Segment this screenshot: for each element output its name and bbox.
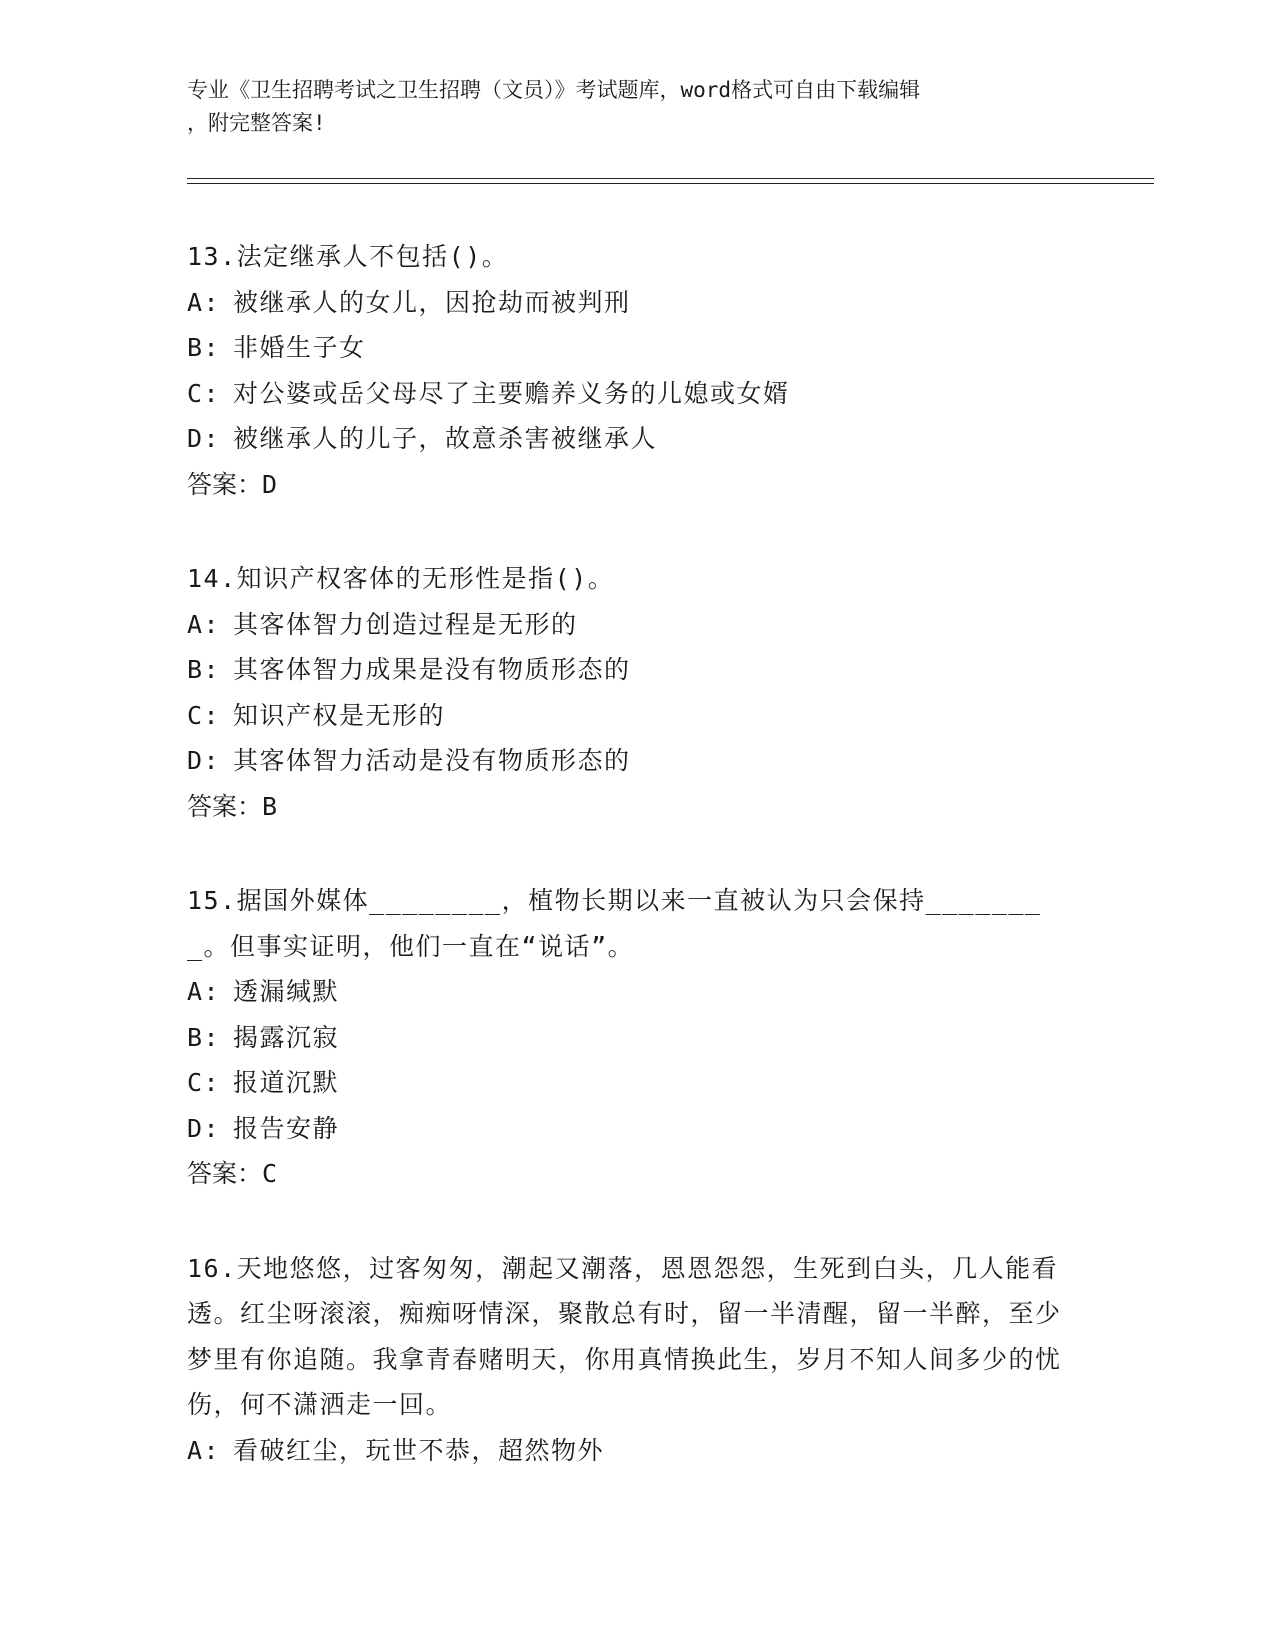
option-d <box>187 738 1087 784</box>
option-text: 其客体智力活动是没有物质形态的 <box>233 746 631 775</box>
option-text: 其客体智力创造过程是无形的 <box>233 609 578 639</box>
option-letter: D: <box>187 746 221 775</box>
option-text: 报道沉默 <box>233 1068 340 1097</box>
answer-value: B <box>262 791 278 821</box>
option-text: 其客体智力成果是没有物质形态的 <box>233 655 631 684</box>
option-letter: A: <box>187 977 221 1006</box>
option-text: 对公婆或岳父母尽了主要赡养义务的儿媳或女婿 <box>233 378 790 408</box>
option-a <box>187 969 1087 1015</box>
option-text: 被继承人的女儿，因抢劫而被判刑 <box>233 287 631 317</box>
answer-line <box>187 462 1087 508</box>
option-text: 看破红尘，玩世不恭，超然物外 <box>233 1435 605 1465</box>
option-text: 知识产权是无形的 <box>233 700 446 730</box>
document-header <box>187 74 1067 140</box>
question-stem: 14.知识产权客体的无形性是指()。 <box>187 564 615 593</box>
option-text: 被继承人的儿子，故意杀害被继承人 <box>233 424 658 453</box>
answer-label: 答案： <box>187 1159 263 1188</box>
answer-label: 答案： <box>187 469 263 499</box>
question-stem: 13.法定继承人不包括()。 <box>187 242 509 271</box>
answer-line <box>187 1151 1087 1197</box>
question-13 <box>187 234 1087 507</box>
option-letter: C: <box>187 1068 221 1097</box>
option-letter: A: <box>187 1435 221 1465</box>
question-14 <box>187 556 1087 829</box>
option-letter: C: <box>187 378 221 408</box>
option-a <box>187 280 1087 326</box>
option-a <box>187 1428 1087 1474</box>
option-letter: B: <box>187 1022 221 1052</box>
answer-line <box>187 784 1087 830</box>
answer-value: D <box>262 469 278 499</box>
option-letter: C: <box>187 700 221 730</box>
option-d <box>187 1106 1087 1152</box>
option-b <box>187 325 1087 371</box>
option-letter: A: <box>187 609 221 639</box>
header-line-1: 专业《卫生招聘考试之卫生招聘（文员）》考试题库，word格式可自由下载编辑 <box>187 78 921 102</box>
question-16 <box>187 1246 1087 1474</box>
option-letter: B: <box>187 655 221 684</box>
question-stem: 15.据国外媒体________，植物长期以来一直被认为只会保持________。但事实证明，他们一直在“说话”。 <box>187 886 1042 961</box>
header-divider <box>187 178 1154 184</box>
option-c <box>187 1060 1087 1106</box>
option-a <box>187 602 1087 648</box>
option-text: 报告安静 <box>233 1113 340 1143</box>
option-letter: D: <box>187 424 221 453</box>
option-b <box>187 647 1087 693</box>
option-d <box>187 416 1087 462</box>
option-letter: A: <box>187 287 221 317</box>
option-b <box>187 1015 1087 1061</box>
question-15 <box>187 878 1087 1197</box>
option-c <box>187 693 1087 739</box>
option-letter: D: <box>187 1113 221 1143</box>
question-list <box>187 234 1087 1522</box>
option-c <box>187 371 1087 417</box>
option-text: 揭露沉寂 <box>233 1022 340 1052</box>
option-letter: B: <box>187 333 221 362</box>
answer-label: 答案： <box>187 791 263 821</box>
option-text: 非婚生子女 <box>233 333 366 362</box>
question-stem: 16.天地悠悠，过客匆匆，潮起又潮落，恩恩怨怨，生死到白头，几人能看透。红尘呀滚滚，痴痴呀情深，聚散总有时，留一半清醒，留一半醉，至少梦里有你追随。我拿青春赌明天，你用真情换此生，岁月不知人间多少的忧伤，何不潇洒走一回。 <box>187 1253 1062 1419</box>
header-line-2: ，附完整答案! <box>187 111 326 135</box>
option-text: 透漏缄默 <box>233 977 340 1006</box>
answer-value: C <box>262 1159 278 1188</box>
